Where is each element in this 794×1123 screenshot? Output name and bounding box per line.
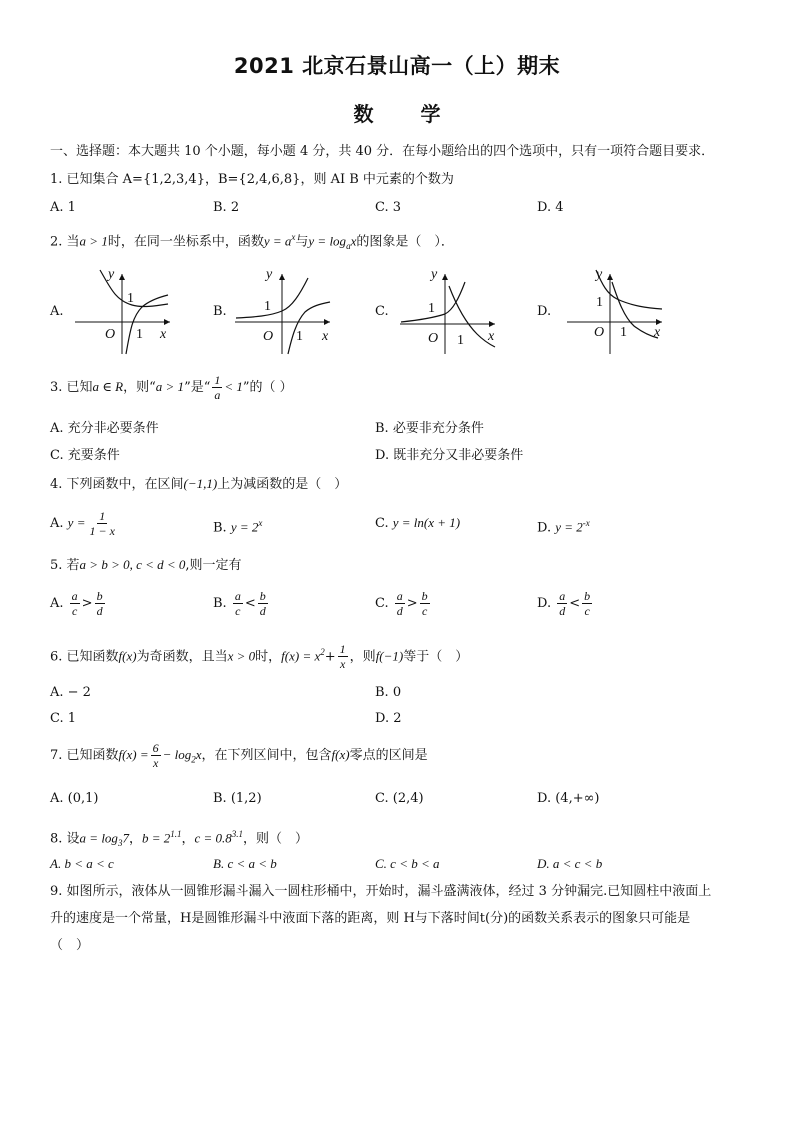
- q2-d-x-one-label: 1: [620, 325, 627, 340]
- q2-d-one-label: 1: [596, 295, 603, 310]
- q3-option-a: A. 充分非必要条件: [50, 421, 159, 436]
- q6-option-a: A. − 2: [50, 685, 91, 700]
- q2-d-x-label: x: [654, 325, 661, 340]
- q8-option-a: A. b < a < c: [50, 856, 114, 871]
- q7-option-a: A. (0,1): [50, 791, 99, 806]
- page-title: 2021 北京石景山高一（上）期末: [233, 54, 561, 78]
- section-intro: 一、选择题：本大题共 10 个小题，每小题 4 分，共 40 分．在每小题给出的四个选项中，只有一项符合题目要求．: [50, 144, 715, 159]
- q1-option-b: B. 2: [213, 200, 240, 215]
- q7-option-b: B. (1,2): [213, 791, 262, 806]
- q4-option-d: D. $y = 2^{-x}$: [537, 518, 590, 536]
- q2-a-origin-label: O: [105, 327, 116, 342]
- q6-option-c: C. 1: [50, 711, 77, 726]
- q3-option-c: C. 充要条件: [50, 448, 120, 463]
- q9-line-2: 升的速度是一个常量，H是圆锥形漏斗中液面下落的距离，则 H与下落时间t(分)的函数关系表示的图象只可能是: [50, 911, 691, 926]
- q2-a-x-label: x: [160, 327, 167, 342]
- q8-option-d: D. a < c < b: [537, 856, 603, 871]
- q2-b-x-label: x: [322, 329, 329, 344]
- q2-label-c: C.: [375, 304, 389, 319]
- q3-option-d: D. 既非充分又非必要条件: [375, 448, 524, 463]
- q6-stem: 6. 已知函数f(x)为奇函数，且当x > 0时，$f(x) = x^2+$ $\frac{1}{x}$ ，则f(−1)等于（ ）: [50, 642, 469, 672]
- q2-c-one-label: 1: [428, 301, 435, 316]
- q2-label-a: A.: [50, 304, 64, 319]
- q6-option-b: B. 0: [375, 685, 402, 700]
- q4-stem: 4. 下列函数中，在区间(−1,1)上为减函数的是（ ）: [50, 476, 348, 492]
- q1-stem: 1. 已知集合 A={1,2,3,4}，B={2,4,6,8}，则 AⅠ B 中元素的个数为: [50, 172, 454, 187]
- q2-d-origin-label: O: [594, 325, 605, 340]
- q2-c-y-label: y: [431, 267, 438, 282]
- q2-c-x-one-label: 1: [457, 333, 464, 348]
- q6-option-d: D. 2: [375, 711, 402, 726]
- q1-option-a: A. 1: [50, 200, 76, 215]
- q8-stem: 8. 设$a = \log_37$，$b = 2^{1.1}$，$c = 0.8^{3.1}$，则（ ）: [50, 829, 309, 848]
- q2-b-origin-label: O: [263, 329, 274, 344]
- q2-a-y-label: y: [108, 267, 115, 282]
- q2-d-y-label: y: [596, 267, 603, 282]
- q1-option-c: C. 3: [375, 200, 402, 215]
- q7-option-d: D. (4,+∞): [537, 791, 600, 806]
- q3-option-b: B. 必要非充分条件: [375, 421, 484, 436]
- q8-option-c: C. c < b < a: [375, 856, 440, 871]
- q2-c-x-label: x: [488, 329, 495, 344]
- q4-option-b: B. $y = 2^x$: [213, 518, 263, 536]
- q2-graph-b: [230, 262, 340, 357]
- q5-option-c: C. $\frac{a}{d}$ > $\frac{b}{c}$: [375, 589, 428, 618]
- q2-c-origin-label: O: [428, 331, 439, 346]
- q2-label-b: B.: [213, 304, 227, 319]
- q7-stem: 7. 已知函数f(x) = $\frac{6}{x}$ − $\log_2x$，在下列区间中，包含f(x)零点的区间是: [50, 741, 428, 770]
- q2-label-d: D.: [537, 304, 552, 319]
- q2-a-x-one-label: 1: [136, 327, 143, 342]
- q5-stem: 5. 若a > b > 0, c < d < 0,则一定有: [50, 557, 242, 573]
- q2-graph-a: [70, 262, 180, 357]
- q2-b-x-one-label: 1: [296, 329, 303, 344]
- q7-option-c: C. (2,4): [375, 791, 424, 806]
- subject-title: 数 学: [353, 102, 441, 126]
- q9-line-1: 9. 如图所示，液体从一圆锥形漏斗漏入一圆柱形桶中，开始时，漏斗盛满液体，经过 3 分钟漏完.已知圆柱中液面上: [50, 884, 712, 899]
- q5-option-b: B. $\frac{a}{c}$ < $\frac{b}{d}$: [213, 589, 266, 618]
- q2-graph-d: [562, 262, 672, 357]
- q2-stem: 2. 当a > 1时，在同一坐标系中，函数$y = a^x$与$y = \log_ax$的图象是（ ）．: [50, 232, 454, 251]
- q1-option-d: D. 4: [537, 200, 564, 215]
- q2-a-one-label: 1: [127, 291, 134, 306]
- q9-line-3: （ ）: [50, 938, 90, 953]
- q4-option-c: C. y = ln(x + 1): [375, 515, 461, 531]
- q2-b-one-label: 1: [264, 299, 271, 314]
- q5-option-d: D. $\frac{a}{d}$ < $\frac{b}{c}$: [537, 589, 591, 618]
- q3-stem: 3. 已知a ∈ R，则“a > 1”是“ $\frac{1}{a}$ < 1”的（ ）: [50, 373, 293, 402]
- q5-option-a: A. $\frac{a}{c}$ > $\frac{b}{d}$: [50, 589, 103, 618]
- q8-option-b: B. c < a < b: [213, 856, 277, 871]
- q4-option-a: A. y = $\frac{1}{1 - x}$: [50, 509, 115, 538]
- q2-b-y-label: y: [266, 267, 273, 282]
- q2-graph-c: [395, 262, 505, 357]
